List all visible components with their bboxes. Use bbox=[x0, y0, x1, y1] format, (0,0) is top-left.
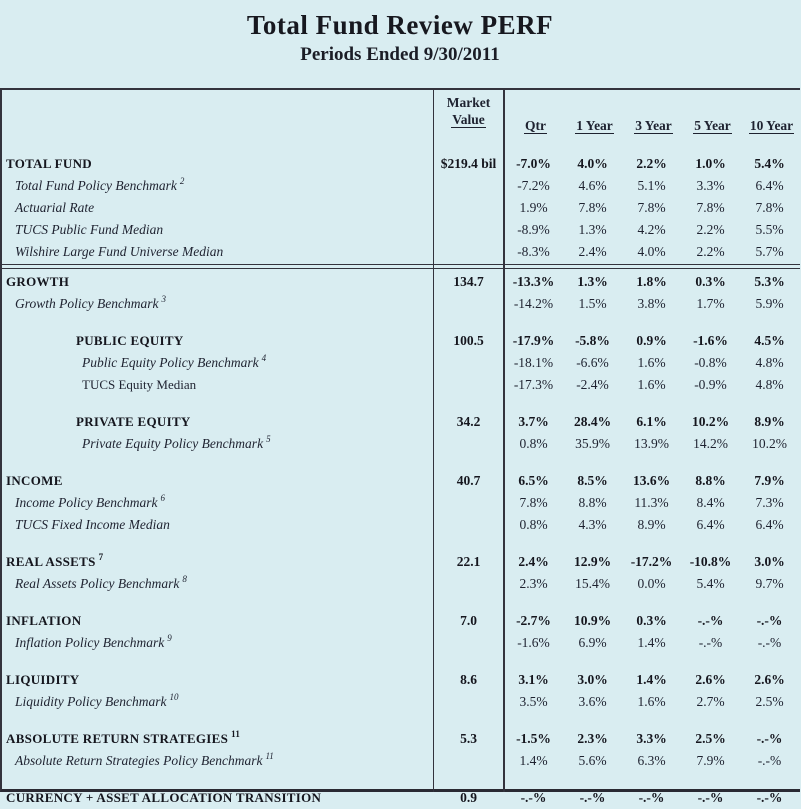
return-value-cell: 3.8% bbox=[637, 296, 666, 311]
return-value-cell: 0.8% bbox=[519, 517, 548, 532]
row-label-text: CURRENCY + ASSET ALLOCATION TRANSITION bbox=[6, 790, 322, 805]
return-value-cell: 14.2% bbox=[693, 436, 728, 451]
market-value-cell: 134.7 bbox=[453, 274, 484, 289]
return-value-cell: -.-% bbox=[757, 753, 782, 768]
return-value-cell: 4.5% bbox=[754, 333, 785, 348]
return-value-cell: 2.3% bbox=[577, 731, 608, 746]
table-header bbox=[2, 90, 800, 138]
footnote-superscript: 2 bbox=[179, 176, 185, 186]
row-label-text: TUCS Fixed Income Median bbox=[15, 517, 170, 532]
market-value-cell: 7.0 bbox=[460, 613, 477, 628]
return-value-cell: -1.6% bbox=[693, 333, 728, 348]
return-value-cell: 6.4% bbox=[696, 517, 725, 532]
table-group bbox=[2, 470, 800, 536]
table-row bbox=[2, 492, 800, 514]
return-value-cell: -17.9% bbox=[512, 333, 555, 348]
column-header-label: 5 Year bbox=[694, 118, 731, 133]
table-row bbox=[2, 433, 800, 455]
return-value-cell: 3.0% bbox=[754, 554, 785, 569]
column-header bbox=[506, 116, 565, 136]
return-value-cell: 5.7% bbox=[755, 244, 784, 259]
row-label bbox=[2, 219, 433, 241]
table-row bbox=[2, 271, 800, 293]
row-label bbox=[2, 573, 433, 595]
return-value-cell: 6.9% bbox=[578, 635, 607, 650]
return-value-cell: 1.4% bbox=[519, 753, 548, 768]
return-value-cell: 3.6% bbox=[578, 694, 607, 709]
return-value-cell: -.-% bbox=[756, 731, 783, 746]
footnote-superscript: 4 bbox=[261, 353, 267, 363]
market-value-cell: 100.5 bbox=[453, 333, 484, 348]
row-label-text: GROWTH bbox=[6, 274, 70, 289]
column-header bbox=[565, 116, 624, 136]
row-label bbox=[2, 433, 433, 455]
footnote-superscript: 7 bbox=[98, 552, 104, 562]
row-label bbox=[2, 728, 433, 750]
footnote-superscript: 9 bbox=[167, 633, 172, 643]
return-value-cell: 35.9% bbox=[575, 436, 610, 451]
return-value-cell: -17.3% bbox=[513, 377, 554, 392]
return-value-cell: 2.7% bbox=[696, 694, 725, 709]
table-row bbox=[2, 293, 800, 315]
return-value-cell: 5.4% bbox=[754, 156, 785, 171]
row-label-text: Liquidity Policy Benchmark bbox=[15, 694, 167, 709]
return-value-cell: 1.7% bbox=[696, 296, 725, 311]
row-label bbox=[2, 470, 433, 492]
return-value-cell: 7.8% bbox=[696, 200, 725, 215]
return-value-cell: 3.3% bbox=[636, 731, 667, 746]
market-value-header-line2: Value bbox=[452, 112, 485, 127]
table-group bbox=[2, 411, 800, 455]
table-row bbox=[2, 197, 800, 219]
return-value-cell: 8.4% bbox=[696, 495, 725, 510]
return-value-cell: 7.9% bbox=[754, 473, 785, 488]
return-value-cell: -14.2% bbox=[513, 296, 554, 311]
row-label bbox=[2, 352, 433, 374]
row-label-text: Real Assets Policy Benchmark bbox=[15, 576, 180, 591]
table-group bbox=[2, 787, 800, 809]
return-value-cell: 10.9% bbox=[573, 613, 612, 628]
return-value-cell: 1.8% bbox=[636, 274, 667, 289]
return-value-cell: -6.6% bbox=[576, 355, 609, 370]
return-value-cell: 4.8% bbox=[755, 377, 784, 392]
table-group bbox=[2, 153, 800, 263]
return-value-cell: 15.4% bbox=[575, 576, 610, 591]
row-label-text: Total Fund Policy Benchmark bbox=[15, 178, 177, 193]
return-value-cell: -.-% bbox=[698, 635, 723, 650]
return-value-cell: 4.0% bbox=[577, 156, 608, 171]
return-value-cell: 3.1% bbox=[518, 672, 549, 687]
table-row bbox=[2, 632, 800, 654]
row-label-text: Private Equity Policy Benchmark bbox=[82, 436, 264, 451]
column-header-label: 10 Year bbox=[749, 118, 794, 133]
return-value-cell: 6.4% bbox=[755, 178, 784, 193]
row-label-text: REAL ASSETS bbox=[6, 554, 96, 569]
return-value-cell: 4.6% bbox=[578, 178, 607, 193]
return-value-cell: 3.3% bbox=[696, 178, 725, 193]
market-value-cell: 34.2 bbox=[456, 414, 481, 429]
column-header bbox=[624, 116, 683, 136]
performance-table bbox=[0, 88, 800, 805]
return-value-cell: 13.9% bbox=[634, 436, 669, 451]
return-value-cell: 13.6% bbox=[632, 473, 671, 488]
return-value-cell: -5.8% bbox=[575, 333, 610, 348]
table-divider-returns bbox=[503, 88, 505, 792]
row-label-text: Absolute Return Strategies Policy Benchmark bbox=[15, 753, 263, 768]
market-value-cell: 22.1 bbox=[456, 554, 481, 569]
return-value-cell: 0.9% bbox=[636, 333, 667, 348]
row-label bbox=[2, 492, 433, 514]
return-value-cell: 1.4% bbox=[637, 635, 666, 650]
return-value-cell: 28.4% bbox=[573, 414, 612, 429]
return-value-cell: 6.5% bbox=[518, 473, 549, 488]
return-value-cell: 1.6% bbox=[637, 355, 666, 370]
market-value-cell: 8.6 bbox=[460, 672, 477, 687]
return-value-cell: 2.5% bbox=[755, 694, 784, 709]
return-value-cell: -.-% bbox=[756, 790, 783, 805]
market-value-header-line1: Market bbox=[446, 95, 491, 110]
table-group bbox=[2, 551, 800, 595]
double-line-divider bbox=[2, 264, 800, 269]
table-group bbox=[2, 330, 800, 396]
return-value-cell: -18.1% bbox=[513, 355, 554, 370]
table-row bbox=[2, 153, 800, 175]
return-value-cell: 8.5% bbox=[577, 473, 608, 488]
return-value-cell: -17.2% bbox=[630, 554, 673, 569]
return-value-cell: -7.0% bbox=[516, 156, 551, 171]
return-value-cell: -.-% bbox=[638, 790, 665, 805]
row-label-text: Growth Policy Benchmark bbox=[15, 296, 159, 311]
return-value-cell: 8.9% bbox=[754, 414, 785, 429]
return-value-cell: -8.9% bbox=[517, 222, 550, 237]
return-value-cell: 1.3% bbox=[578, 222, 607, 237]
return-value-cell: -.-% bbox=[520, 790, 547, 805]
row-label bbox=[2, 271, 433, 293]
row-label bbox=[2, 691, 433, 713]
row-label-text: Actuarial Rate bbox=[15, 200, 95, 215]
table-row bbox=[2, 241, 800, 263]
table-divider-market-value bbox=[433, 88, 434, 792]
table-row bbox=[2, 352, 800, 374]
table-row bbox=[2, 330, 800, 352]
return-value-cell: 7.8% bbox=[578, 200, 607, 215]
return-value-cell: 5.4% bbox=[696, 576, 725, 591]
row-label bbox=[2, 411, 433, 433]
return-value-cell: 7.8% bbox=[519, 495, 548, 510]
return-value-cell: 10.2% bbox=[752, 436, 787, 451]
return-value-cell: -2.4% bbox=[576, 377, 609, 392]
table-group bbox=[2, 728, 800, 772]
return-value-cell: 0.0% bbox=[637, 576, 666, 591]
return-value-cell: 1.3% bbox=[577, 274, 608, 289]
page-title: Total Fund Review PERF bbox=[246, 10, 554, 40]
row-label bbox=[2, 750, 433, 772]
row-label-text: TUCS Equity Median bbox=[82, 377, 197, 392]
footnote-superscript: 11 bbox=[265, 751, 274, 761]
return-value-cell: 0.3% bbox=[636, 613, 667, 628]
table-body bbox=[2, 153, 800, 809]
footnote-superscript: 10 bbox=[169, 692, 179, 702]
return-value-cell: 7.8% bbox=[637, 200, 666, 215]
table-row bbox=[2, 728, 800, 750]
table-row bbox=[2, 750, 800, 772]
table-row bbox=[2, 691, 800, 713]
return-value-cell: 2.2% bbox=[636, 156, 667, 171]
return-value-cell: 8.9% bbox=[637, 517, 666, 532]
row-label bbox=[2, 610, 433, 632]
return-value-cell: -.-% bbox=[697, 613, 724, 628]
return-value-cell: 5.5% bbox=[755, 222, 784, 237]
column-header bbox=[742, 116, 801, 136]
table-row bbox=[2, 219, 800, 241]
table-row bbox=[2, 175, 800, 197]
return-value-cell: -.-% bbox=[579, 790, 606, 805]
table-group bbox=[2, 669, 800, 713]
table-group bbox=[2, 610, 800, 654]
row-label-text: Public Equity Policy Benchmark bbox=[82, 355, 259, 370]
table-row bbox=[2, 551, 800, 573]
return-value-cell: 7.3% bbox=[755, 495, 784, 510]
table-row bbox=[2, 669, 800, 691]
row-label bbox=[2, 153, 433, 175]
return-value-cell: 5.6% bbox=[578, 753, 607, 768]
footnote-superscript: 8 bbox=[182, 574, 187, 584]
footnote-superscript: 6 bbox=[160, 493, 165, 503]
table-row bbox=[2, 514, 800, 536]
return-value-cell: 2.4% bbox=[518, 554, 549, 569]
row-label bbox=[2, 514, 433, 536]
row-label bbox=[2, 787, 433, 809]
return-value-cell: -2.7% bbox=[516, 613, 551, 628]
return-value-cell: 4.0% bbox=[637, 244, 666, 259]
market-value-cell: $219.4 bil bbox=[440, 156, 497, 171]
table-row bbox=[2, 411, 800, 433]
row-label bbox=[2, 374, 433, 396]
return-value-cell: -13.3% bbox=[512, 274, 555, 289]
row-label bbox=[2, 175, 433, 197]
market-value-column-header bbox=[433, 94, 504, 128]
column-header-label: 1 Year bbox=[576, 118, 613, 133]
return-value-cell: 10.2% bbox=[691, 414, 730, 429]
return-value-cell: 9.7% bbox=[755, 576, 784, 591]
row-label bbox=[2, 632, 433, 654]
return-value-cell: -.-% bbox=[756, 613, 783, 628]
return-value-cell: 0.8% bbox=[519, 436, 548, 451]
footnote-superscript: 5 bbox=[266, 434, 271, 444]
row-label-text: Wilshire Large Fund Universe Median bbox=[15, 244, 224, 259]
return-value-cell: 5.9% bbox=[755, 296, 784, 311]
row-label bbox=[2, 293, 433, 315]
market-value-cell: 5.3 bbox=[460, 731, 477, 746]
row-label-text: PUBLIC EQUITY bbox=[76, 333, 184, 348]
return-value-cell: -8.3% bbox=[517, 244, 550, 259]
return-value-cell: 7.8% bbox=[755, 200, 784, 215]
row-label-text: Inflation Policy Benchmark bbox=[15, 635, 165, 650]
return-value-cell: 6.4% bbox=[755, 517, 784, 532]
row-label bbox=[2, 330, 433, 352]
return-value-cell: 4.8% bbox=[755, 355, 784, 370]
market-value-cell: 40.7 bbox=[456, 473, 481, 488]
return-value-cell: 2.6% bbox=[754, 672, 785, 687]
return-value-cell: -10.8% bbox=[689, 554, 732, 569]
return-value-cell: 5.3% bbox=[754, 274, 785, 289]
return-value-cell: 1.4% bbox=[636, 672, 667, 687]
row-label bbox=[2, 551, 433, 573]
market-value-cell: 0.9 bbox=[460, 790, 477, 805]
table-row bbox=[2, 573, 800, 595]
row-label-text: LIQUIDITY bbox=[6, 672, 80, 687]
row-label-text: PRIVATE EQUITY bbox=[76, 414, 191, 429]
return-value-cell: 7.9% bbox=[696, 753, 725, 768]
return-value-cell: 1.9% bbox=[519, 200, 548, 215]
return-value-cell: 1.0% bbox=[695, 156, 726, 171]
row-label bbox=[2, 241, 433, 263]
return-value-cell: 3.5% bbox=[519, 694, 548, 709]
return-value-cell: 3.0% bbox=[577, 672, 608, 687]
return-value-cell: -.-% bbox=[697, 790, 724, 805]
table-group bbox=[2, 271, 800, 315]
return-value-cell: 12.9% bbox=[573, 554, 612, 569]
return-value-cell: 1.5% bbox=[578, 296, 607, 311]
return-value-cell: 2.2% bbox=[696, 222, 725, 237]
return-value-cell: -0.9% bbox=[694, 377, 727, 392]
return-value-cell: 1.6% bbox=[637, 694, 666, 709]
return-value-cell: 3.7% bbox=[518, 414, 549, 429]
row-label bbox=[2, 197, 433, 219]
table-row bbox=[2, 470, 800, 492]
return-value-cell: 4.2% bbox=[637, 222, 666, 237]
table-row bbox=[2, 610, 800, 632]
row-label-text: Income Policy Benchmark bbox=[15, 495, 158, 510]
row-label-text: TUCS Public Fund Median bbox=[15, 222, 164, 237]
return-value-cell: 4.3% bbox=[578, 517, 607, 532]
return-value-cell: 6.3% bbox=[637, 753, 666, 768]
footnote-superscript: 3 bbox=[161, 294, 166, 304]
return-value-cell: 2.3% bbox=[519, 576, 548, 591]
column-header-label: 3 Year bbox=[635, 118, 672, 133]
return-value-cell: 1.6% bbox=[637, 377, 666, 392]
row-label-text: ABSOLUTE RETURN STRATEGIES bbox=[6, 731, 229, 746]
return-value-cell: -.-% bbox=[757, 635, 782, 650]
row-label bbox=[2, 669, 433, 691]
return-value-cell: -0.8% bbox=[694, 355, 727, 370]
column-header bbox=[683, 116, 742, 136]
page-subtitle: Periods Ended 9/30/2011 bbox=[300, 44, 500, 65]
return-value-cell: 0.3% bbox=[695, 274, 726, 289]
return-value-cell: 5.1% bbox=[637, 178, 666, 193]
return-value-cell: 8.8% bbox=[578, 495, 607, 510]
row-label-text: TOTAL FUND bbox=[6, 156, 92, 171]
column-header-label: Qtr bbox=[525, 118, 546, 133]
row-label-text: INCOME bbox=[6, 473, 63, 488]
footnote-superscript: 11 bbox=[231, 729, 241, 739]
table-row bbox=[2, 787, 800, 809]
period-column-headers bbox=[506, 116, 801, 136]
table-row bbox=[2, 374, 800, 396]
return-value-cell: 2.5% bbox=[695, 731, 726, 746]
return-value-cell: -7.2% bbox=[517, 178, 550, 193]
return-value-cell: -1.6% bbox=[517, 635, 550, 650]
row-label-text: INFLATION bbox=[6, 613, 82, 628]
return-value-cell: 2.2% bbox=[696, 244, 725, 259]
return-value-cell: 8.8% bbox=[695, 473, 726, 488]
return-value-cell: 6.1% bbox=[636, 414, 667, 429]
return-value-cell: 2.4% bbox=[578, 244, 607, 259]
return-value-cell: 11.3% bbox=[634, 495, 669, 510]
return-value-cell: 2.6% bbox=[695, 672, 726, 687]
return-value-cell: -1.5% bbox=[516, 731, 551, 746]
